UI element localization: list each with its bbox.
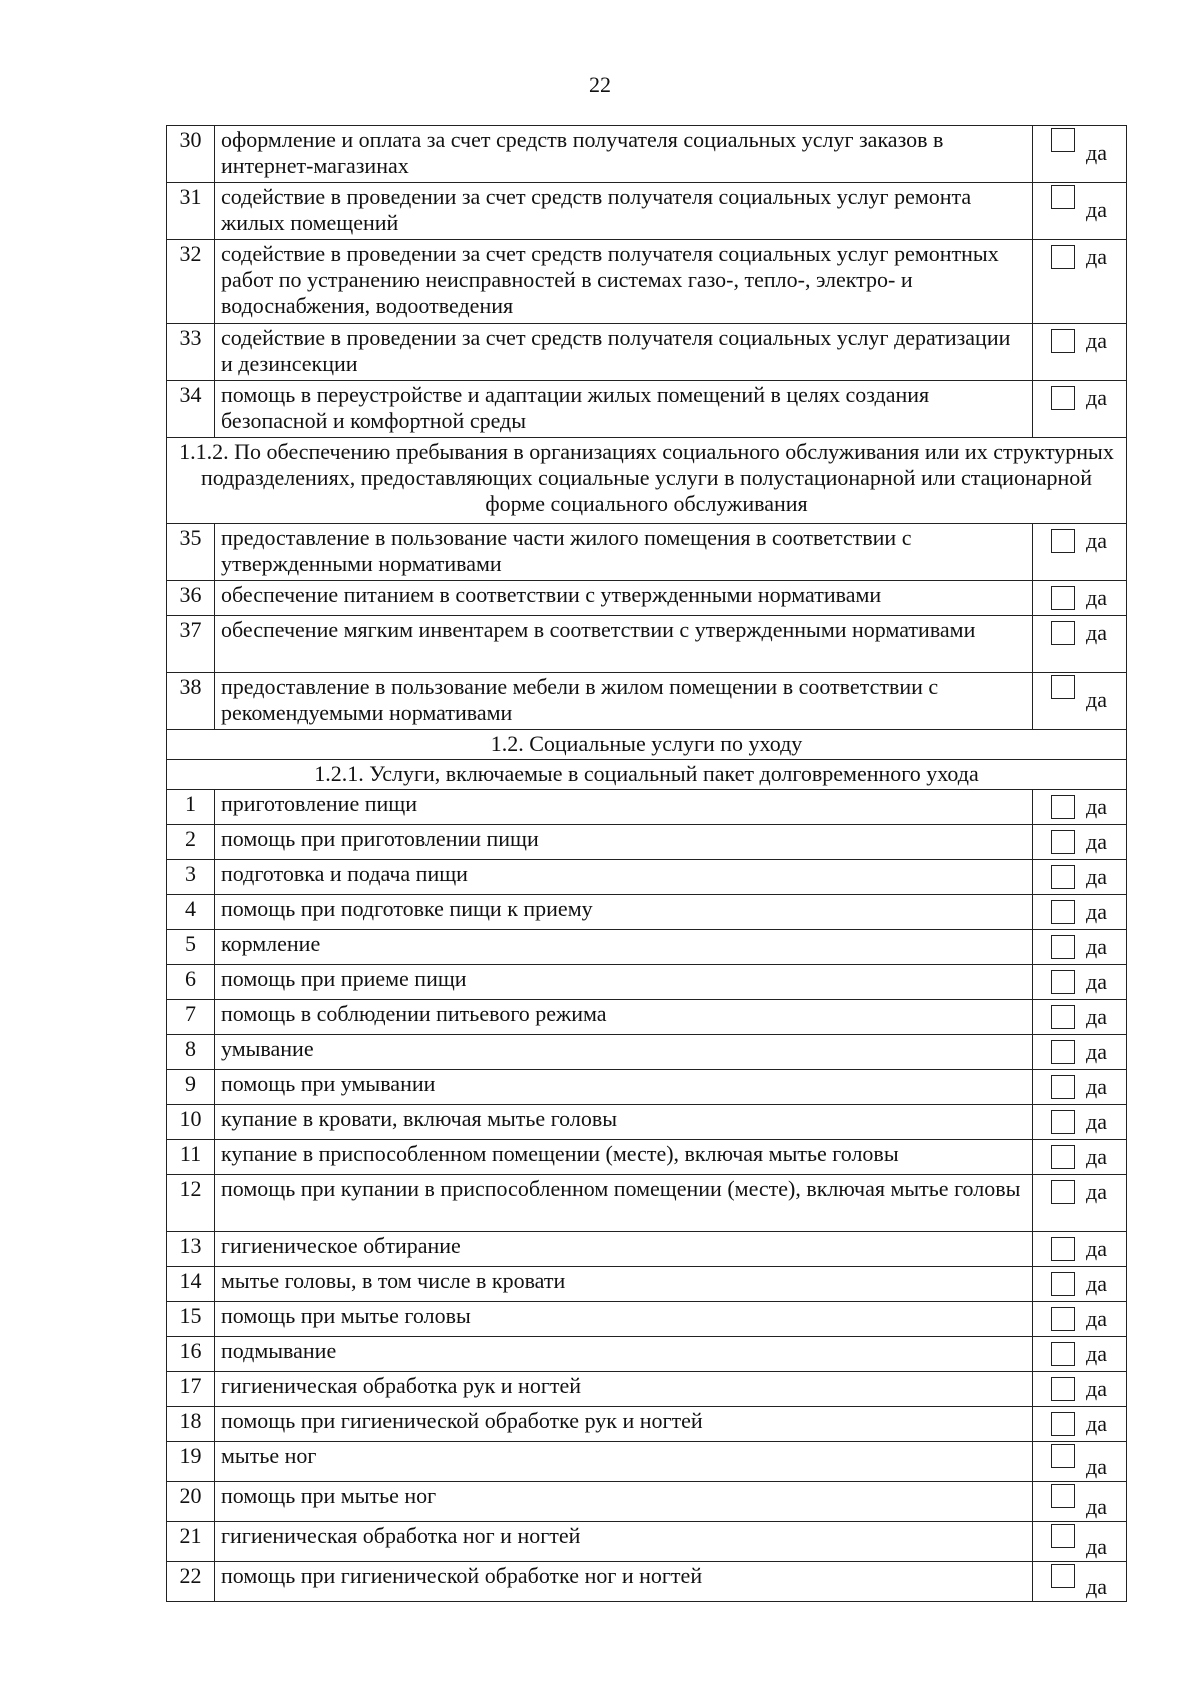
service-text: кормление — [215, 930, 1033, 965]
service-text: купание в кровати, включая мытье головы — [215, 1105, 1033, 1140]
service-text: помощь при приеме пищи — [215, 965, 1033, 1000]
table-row — [167, 581, 1127, 616]
row-number: 6 — [167, 965, 215, 1000]
checkbox[interactable] — [1051, 1005, 1075, 1029]
answer-cell — [1033, 524, 1127, 581]
answer-cell — [1033, 1337, 1127, 1372]
row-number: 36 — [167, 581, 215, 616]
service-text: помощь в переустройстве и адаптации жилых помещений в целях создания безопасной и комфортной среды — [215, 381, 1033, 438]
service-text: купание в приспособленном помещении (месте), включая мытье головы — [215, 1140, 1033, 1175]
answer-cell — [1033, 183, 1127, 240]
row-number: 32 — [167, 240, 215, 324]
checkbox-label: да — [1086, 899, 1107, 924]
checkbox-label: да — [1086, 585, 1107, 610]
row-number: 3 — [167, 860, 215, 895]
checkbox[interactable] — [1051, 1377, 1075, 1401]
checkbox-label: да — [1086, 864, 1107, 889]
table-row — [167, 183, 1127, 240]
answer-cell — [1033, 1000, 1127, 1035]
row-number: 15 — [167, 1302, 215, 1337]
table-row — [167, 1070, 1127, 1105]
checkbox-label: да — [1086, 620, 1107, 645]
row-number: 38 — [167, 673, 215, 730]
row-number: 12 — [167, 1175, 215, 1232]
checkbox-label: да — [1086, 934, 1107, 959]
answer-cell — [1033, 1562, 1127, 1602]
table-row — [167, 1407, 1127, 1442]
section-row — [167, 438, 1127, 524]
section-row — [167, 730, 1127, 760]
row-number: 33 — [167, 324, 215, 381]
checkbox[interactable] — [1051, 1110, 1075, 1134]
answer-cell — [1033, 581, 1127, 616]
checkbox[interactable] — [1051, 830, 1075, 854]
checkbox[interactable] — [1051, 1524, 1075, 1548]
table-row — [167, 381, 1127, 438]
row-number: 16 — [167, 1337, 215, 1372]
service-text: мытье головы, в том числе в кровати — [215, 1267, 1033, 1302]
checkbox[interactable] — [1051, 245, 1075, 269]
answer-cell — [1033, 1372, 1127, 1407]
table-row — [167, 126, 1127, 183]
table-row — [167, 673, 1127, 730]
row-number: 35 — [167, 524, 215, 581]
checkbox[interactable] — [1051, 935, 1075, 959]
checkbox-label: да — [1086, 1074, 1107, 1099]
page-number: 22 — [589, 72, 611, 97]
service-text: предоставление в пользование мебели в жилом помещении в соответствии с рекомендуемыми нормативами — [215, 673, 1033, 730]
answer-cell — [1033, 930, 1127, 965]
service-text: гигиеническая обработка рук и ногтей — [215, 1372, 1033, 1407]
table-row — [167, 616, 1127, 673]
service-text: помощь при мытье ног — [215, 1482, 1033, 1522]
service-text: содействие в проведении за счет средств получателя социальных услуг ремонта жилых помещений — [215, 183, 1033, 240]
answer-cell — [1033, 381, 1127, 438]
row-number: 9 — [167, 1070, 215, 1105]
row-number: 19 — [167, 1442, 215, 1482]
row-number: 13 — [167, 1232, 215, 1267]
answer-cell — [1033, 860, 1127, 895]
checkbox[interactable] — [1051, 185, 1075, 209]
row-number: 17 — [167, 1372, 215, 1407]
row-number: 20 — [167, 1482, 215, 1522]
table-row — [167, 1562, 1127, 1602]
service-text: мытье ног — [215, 1442, 1033, 1482]
checkbox-label: да — [1086, 1376, 1107, 1401]
checkbox[interactable] — [1051, 1040, 1075, 1064]
checkbox[interactable] — [1051, 386, 1075, 410]
table-row — [167, 1442, 1127, 1482]
table-row — [167, 1522, 1127, 1562]
checkbox-label: да — [1086, 1039, 1107, 1064]
table-row — [167, 524, 1127, 581]
checkbox-label: да — [1086, 528, 1107, 553]
row-number: 34 — [167, 381, 215, 438]
answer-cell — [1033, 1175, 1127, 1232]
table-row — [167, 895, 1127, 930]
row-number: 5 — [167, 930, 215, 965]
checkbox-label: да — [1086, 687, 1107, 712]
table-row — [167, 965, 1127, 1000]
answer-cell — [1033, 1140, 1127, 1175]
checkbox[interactable] — [1051, 329, 1075, 353]
service-text: помощь при гигиенической обработке ног и ногтей — [215, 1562, 1033, 1602]
checkbox[interactable] — [1051, 128, 1075, 152]
service-text: помощь в соблюдении питьевого режима — [215, 1000, 1033, 1035]
checkbox[interactable] — [1051, 1237, 1075, 1261]
checkbox-label: да — [1086, 197, 1107, 222]
answer-cell — [1033, 240, 1127, 324]
section-heading: 1.1.2. По обеспечению пребывания в организациях социального обслуживания или их структурных подразделениях, предоставляющих социальные услуги в полустационарной или стационарной форме социального обслуживания — [167, 438, 1127, 524]
row-number: 37 — [167, 616, 215, 673]
answer-cell — [1033, 324, 1127, 381]
row-number: 1 — [167, 790, 215, 825]
table-row — [167, 1482, 1127, 1522]
checkbox[interactable] — [1051, 970, 1075, 994]
checkbox[interactable] — [1051, 900, 1075, 924]
answer-cell — [1033, 1070, 1127, 1105]
table-row — [167, 825, 1127, 860]
service-text: обеспечение мягким инвентарем в соответствии с утвержденными нормативами — [215, 616, 1033, 673]
table-row — [167, 1337, 1127, 1372]
service-text: гигиеническое обтирание — [215, 1232, 1033, 1267]
checkbox[interactable] — [1051, 529, 1075, 553]
table-row — [167, 1232, 1127, 1267]
checkbox-label: да — [1086, 1341, 1107, 1366]
row-number: 8 — [167, 1035, 215, 1070]
checkbox[interactable] — [1051, 621, 1075, 645]
row-number: 4 — [167, 895, 215, 930]
checkbox-label: да — [1086, 1534, 1107, 1559]
row-number: 18 — [167, 1407, 215, 1442]
answer-cell — [1033, 965, 1127, 1000]
row-number: 30 — [167, 126, 215, 183]
checkbox-label: да — [1086, 1306, 1107, 1331]
row-number: 11 — [167, 1140, 215, 1175]
answer-cell — [1033, 673, 1127, 730]
table-row — [167, 1175, 1127, 1232]
service-text: обеспечение питанием в соответствии с утвержденными нормативами — [215, 581, 1033, 616]
checkbox-label: да — [1086, 829, 1107, 854]
checkbox-label: да — [1086, 1144, 1107, 1169]
table-row — [167, 930, 1127, 965]
table-row — [167, 1035, 1127, 1070]
service-text: помощь при умывании — [215, 1070, 1033, 1105]
checkbox-label: да — [1086, 140, 1107, 165]
section-row — [167, 760, 1127, 790]
service-text: гигиеническая обработка ног и ногтей — [215, 1522, 1033, 1562]
checkbox[interactable] — [1051, 1180, 1075, 1204]
checkbox-label: да — [1086, 1109, 1107, 1134]
service-text: помощь при подготовке пищи к приему — [215, 895, 1033, 930]
checkbox-label: да — [1086, 1454, 1107, 1479]
table-row — [167, 1372, 1127, 1407]
answer-cell — [1033, 1232, 1127, 1267]
checkbox[interactable] — [1051, 865, 1075, 889]
answer-cell — [1033, 1482, 1127, 1522]
checkbox[interactable] — [1051, 1145, 1075, 1169]
service-text: умывание — [215, 1035, 1033, 1070]
service-text: содействие в проведении за счет средств получателя социальных услуг ремонтных работ по устранению неисправностей в системах газо-, тепло-, электро- и водоснабжения, водоотведения — [215, 240, 1033, 324]
checkbox[interactable] — [1051, 1075, 1075, 1099]
checkbox-label: да — [1086, 794, 1107, 819]
row-number: 22 — [167, 1562, 215, 1602]
row-number: 7 — [167, 1000, 215, 1035]
answer-cell — [1033, 1442, 1127, 1482]
table-row — [167, 1140, 1127, 1175]
section-heading: 1.2. Социальные услуги по уходу — [167, 730, 1127, 760]
checkbox[interactable] — [1051, 675, 1075, 699]
answer-cell — [1033, 1267, 1127, 1302]
row-number: 31 — [167, 183, 215, 240]
checkbox[interactable] — [1051, 1484, 1075, 1508]
table-row — [167, 324, 1127, 381]
checkbox[interactable] — [1051, 1342, 1075, 1366]
checkbox-label: да — [1086, 1271, 1107, 1296]
checkbox[interactable] — [1051, 795, 1075, 819]
checkbox[interactable] — [1051, 586, 1075, 610]
service-text: помощь при гигиенической обработке рук и ногтей — [215, 1407, 1033, 1442]
service-text: содействие в проведении за счет средств получателя социальных услуг дератизации и дезинсекции — [215, 324, 1033, 381]
checkbox-label: да — [1086, 1574, 1107, 1599]
service-text: подмывание — [215, 1337, 1033, 1372]
checkbox[interactable] — [1051, 1444, 1075, 1468]
section-heading: 1.2.1. Услуги, включаемые в социальный пакет долговременного ухода — [167, 760, 1127, 790]
row-number: 14 — [167, 1267, 215, 1302]
checkbox[interactable] — [1051, 1412, 1075, 1436]
services-table — [166, 125, 1127, 1602]
service-text: предоставление в пользование части жилого помещения в соответствии с утвержденными нормативами — [215, 524, 1033, 581]
checkbox-label: да — [1086, 1494, 1107, 1519]
table-row — [167, 790, 1127, 825]
answer-cell — [1033, 790, 1127, 825]
checkbox[interactable] — [1051, 1272, 1075, 1296]
checkbox-label: да — [1086, 244, 1107, 269]
service-text: приготовление пищи — [215, 790, 1033, 825]
checkbox[interactable] — [1051, 1307, 1075, 1331]
checkbox-label: да — [1086, 969, 1107, 994]
table-row — [167, 1267, 1127, 1302]
answer-cell — [1033, 1105, 1127, 1140]
checkbox-label: да — [1086, 1411, 1107, 1436]
checkbox-label: да — [1086, 1004, 1107, 1029]
service-text: помощь при мытье головы — [215, 1302, 1033, 1337]
service-text: помощь при приготовлении пищи — [215, 825, 1033, 860]
table-row — [167, 860, 1127, 895]
answer-cell — [1033, 1522, 1127, 1562]
checkbox-label: да — [1086, 1236, 1107, 1261]
checkbox-label: да — [1086, 1179, 1107, 1204]
checkbox-label: да — [1086, 328, 1107, 353]
answer-cell — [1033, 126, 1127, 183]
row-number: 21 — [167, 1522, 215, 1562]
answer-cell — [1033, 1302, 1127, 1337]
checkbox-label: да — [1086, 385, 1107, 410]
table-row — [167, 1302, 1127, 1337]
table-row — [167, 1000, 1127, 1035]
row-number: 2 — [167, 825, 215, 860]
answer-cell — [1033, 1035, 1127, 1070]
service-text: оформление и оплата за счет средств получателя социальных услуг заказов в интернет-магазинах — [215, 126, 1033, 183]
service-text: подготовка и подача пищи — [215, 860, 1033, 895]
checkbox[interactable] — [1051, 1564, 1075, 1588]
service-text: помощь при купании в приспособленном помещении (месте), включая мытье головы — [215, 1175, 1033, 1232]
answer-cell — [1033, 895, 1127, 930]
answer-cell — [1033, 1407, 1127, 1442]
row-number: 10 — [167, 1105, 215, 1140]
answer-cell — [1033, 825, 1127, 860]
table-row — [167, 240, 1127, 324]
answer-cell — [1033, 616, 1127, 673]
table-row — [167, 1105, 1127, 1140]
